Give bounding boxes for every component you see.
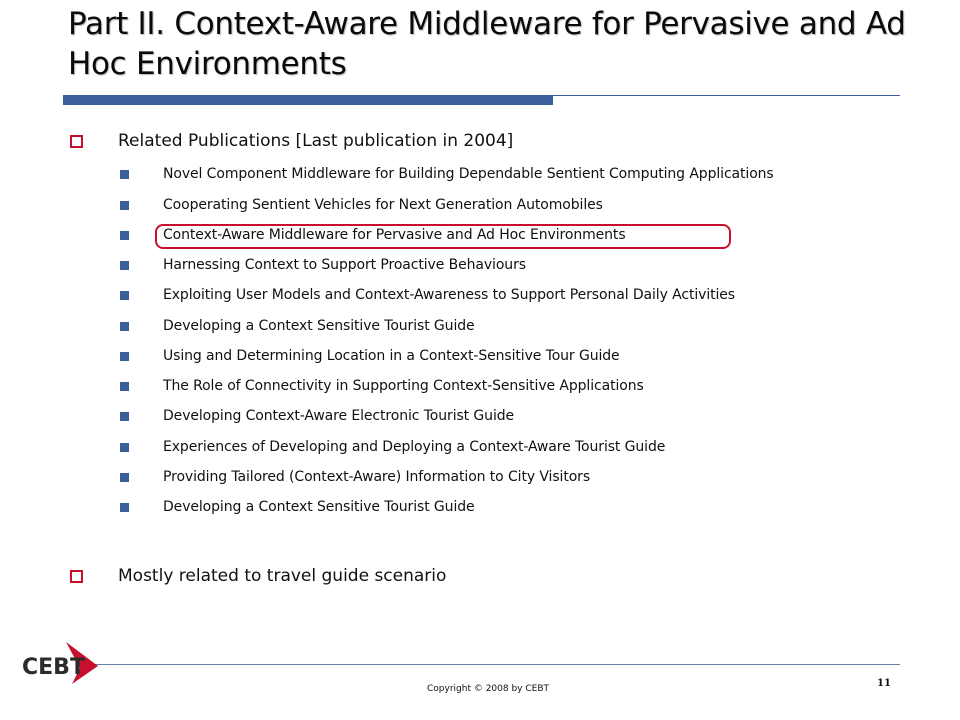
cebt-logo xyxy=(20,638,100,688)
publication-title: Cooperating Sentient Vehicles for Next Generation Automobiles xyxy=(163,197,603,213)
copyright-text: Copyright © 2008 by CEBT xyxy=(427,684,550,694)
filled-square-bullet-icon xyxy=(120,291,129,300)
filled-square-bullet-icon xyxy=(120,503,129,512)
publication-title: Novel Component Middleware for Building Dependable Sentient Computing Applications xyxy=(163,166,774,182)
filled-square-bullet-icon xyxy=(120,201,129,210)
highlight-outline xyxy=(155,224,731,249)
filled-square-bullet-icon xyxy=(120,473,129,482)
slide-title: Part II. Context-Aware Middleware for Pervasive and Ad Hoc Environments xyxy=(68,6,906,82)
filled-square-bullet-icon xyxy=(120,352,129,361)
page-number: 11 xyxy=(877,678,891,689)
publication-title: Developing a Context Sensitive Tourist Guide xyxy=(163,318,475,334)
publication-title: Developing a Context Sensitive Tourist Guide xyxy=(163,499,475,515)
title-underline-rule xyxy=(553,95,900,96)
publication-title: Developing Context-Aware Electronic Tourist Guide xyxy=(163,408,515,424)
filled-square-bullet-icon xyxy=(120,231,129,240)
filled-square-bullet-icon xyxy=(120,170,129,179)
bullet-text: Related Publications [Last publication in 2004] xyxy=(118,131,514,151)
hollow-square-bullet-icon xyxy=(70,135,83,148)
publication-title: Exploiting User Models and Context-Awareness to Support Personal Daily Activities xyxy=(163,287,735,303)
filled-square-bullet-icon xyxy=(120,412,129,421)
footer-rule xyxy=(95,664,900,665)
publication-title: Experiences of Developing and Deploying a Context-Aware Tourist Guide xyxy=(163,439,666,455)
publication-title: Harnessing Context to Support Proactive Behaviours xyxy=(163,257,526,273)
publication-title: Context-Aware Middleware for Pervasive and Ad Hoc Environments xyxy=(163,227,626,243)
filled-square-bullet-icon xyxy=(120,443,129,452)
publication-title: The Role of Connectivity in Supporting Context-Sensitive Applications xyxy=(163,378,644,394)
publication-title: Using and Determining Location in a Context-Sensitive Tour Guide xyxy=(163,348,620,364)
logo-text: CEBT xyxy=(22,655,85,680)
hollow-square-bullet-icon xyxy=(70,570,83,583)
filled-square-bullet-icon xyxy=(120,382,129,391)
filled-square-bullet-icon xyxy=(120,261,129,270)
filled-square-bullet-icon xyxy=(120,322,129,331)
publication-title: Providing Tailored (Context-Aware) Information to City Visitors xyxy=(163,469,591,485)
bullet-text: Mostly related to travel guide scenario xyxy=(118,566,447,586)
title-underline-bar xyxy=(63,95,553,105)
